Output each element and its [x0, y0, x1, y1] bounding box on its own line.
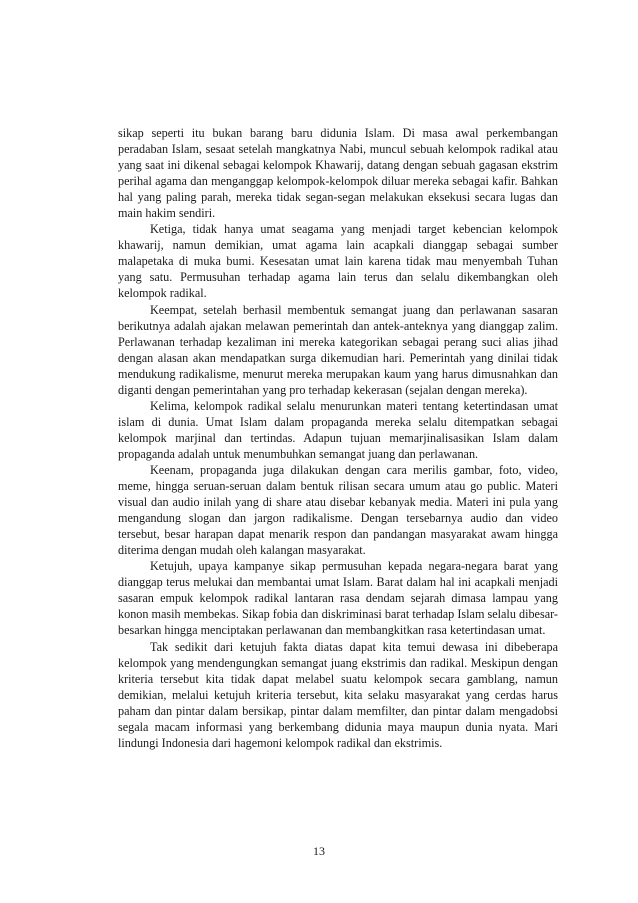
paragraph-keempat: Keempat, setelah berhasil membentuk semangat juang dan perlawanan sasaran berikutnya adalah ajakan melawan pemerintah dan antek-anteknya yang dianggap zalim. Perlawanan terhadap kezaliman ini mereka kategorikan sebagai perang suci alias jihad dengan alasan akan mendapatkan surga dikemudian hari. Pemerintah yang dinilai tidak mendukung radikalisme, menurut mereka merupakan kaum yang harus dimusnahkan dan diganti dengan pemerintahan yang pro terhadap kekerasan (sejalan dengan mereka).: [118, 302, 558, 397]
paragraph-keenam: Keenam, propaganda juga dilakukan dengan cara merilis gambar, foto, video, meme, hingga seruan-seruan dalam bentuk rilisan secara umum atau go public. Materi visual dan audio inilah yang di share atau disebar kebanyak media. Materi ini pula yang mengandung slogan dan jargon radikalisme. Dengan tersebarnya audio dan video tersebut, besar harapan dapat menarik respon dan pandangan masyarakat awam hingga diterima dengan mudah oleh kalangan masyarakat.: [118, 462, 558, 558]
paragraph-ketiga: Ketiga, tidak hanya umat seagama yang menjadi target kebencian kelompok khawarij, namun demikian, umat agama lain acapkali dianggap sebagai sumber malapetaka di muka bumi. Kesesatan umat lain karena tidak mau menyembah Tuhan yang satu. Permusuhan terhadap agama lain terus dan selalu dikembangkan oleh kelompok radikal.: [118, 222, 558, 301]
body-text: [118, 125, 558, 751]
page-number: 13: [313, 844, 325, 858]
paragraph-continuation: sikap seperti itu bukan barang baru didunia Islam. Di masa awal perkembangan peradaban Islam, sesaat setelah mangkatnya Nabi, muncul sebuah kelompok radikal atau yang saat ini dikenal sebagai kelompok Khawarij, datang dengan sebuah gagasan ekstrim perihal agama dan menganggap kelompok-kelompok diluar mereka sebagai kafir. Bahkan hal yang paling parah, mereka tidak segan-segan melakukan eksekusi secara lugas dan main hakim sendiri.: [118, 126, 558, 221]
paragraph-kelima: Kelima, kelompok radikal selalu menurunkan materi tentang ketertindasan umat islam di dunia. Umat Islam dalam propaganda mereka selalu ditempatkan sebagai kelompok marjinal dan tertindas. Adapun tujuan memarjinalisasikan Islam dalam propaganda adalah untuk menumbuhkan semangat juang dan perlawanan.: [118, 398, 558, 461]
paragraph-ketujuh: Ketujuh, upaya kampanye sikap permusuhan kepada negara-negara barat yang dianggap terus melukai dan membantai umat Islam. Barat dalam hal ini acapkali menjadi sasaran empuk kelompok radikal lantaran rasa dendam sejarah dimasa lampau yang konon masih membekas. Sikap fobia dan diskriminasi barat terhadap Islam selalu dibesar-besarkan hingga menciptakan perlawanan dan membangkitkan rasa ketertindasan umat.: [118, 559, 558, 638]
paragraph-conclusion: Tak sedikit dari ketujuh fakta diatas dapat kita temui dewasa ini dibeberapa kelompok yang mendengungkan semangat juang ekstrimis dan radikal. Meskipun dengan kriteria tersebut kita tidak dapat melabel suatu kelompok secara gamblang, namun demikian, melalui ketujuh kriteria tersebut, kita selaku masyarakat yang cerdas harus paham dan pintar dalam bersikap, pintar dalam memfilter, dan pintar dalam mengadobsi segala macam informasi yang berkembang didunia maya maupun dunia nyata. Mari lindungi Indonesia dari hagemoni kelompok radikal dan ekstrimis.: [118, 639, 558, 750]
